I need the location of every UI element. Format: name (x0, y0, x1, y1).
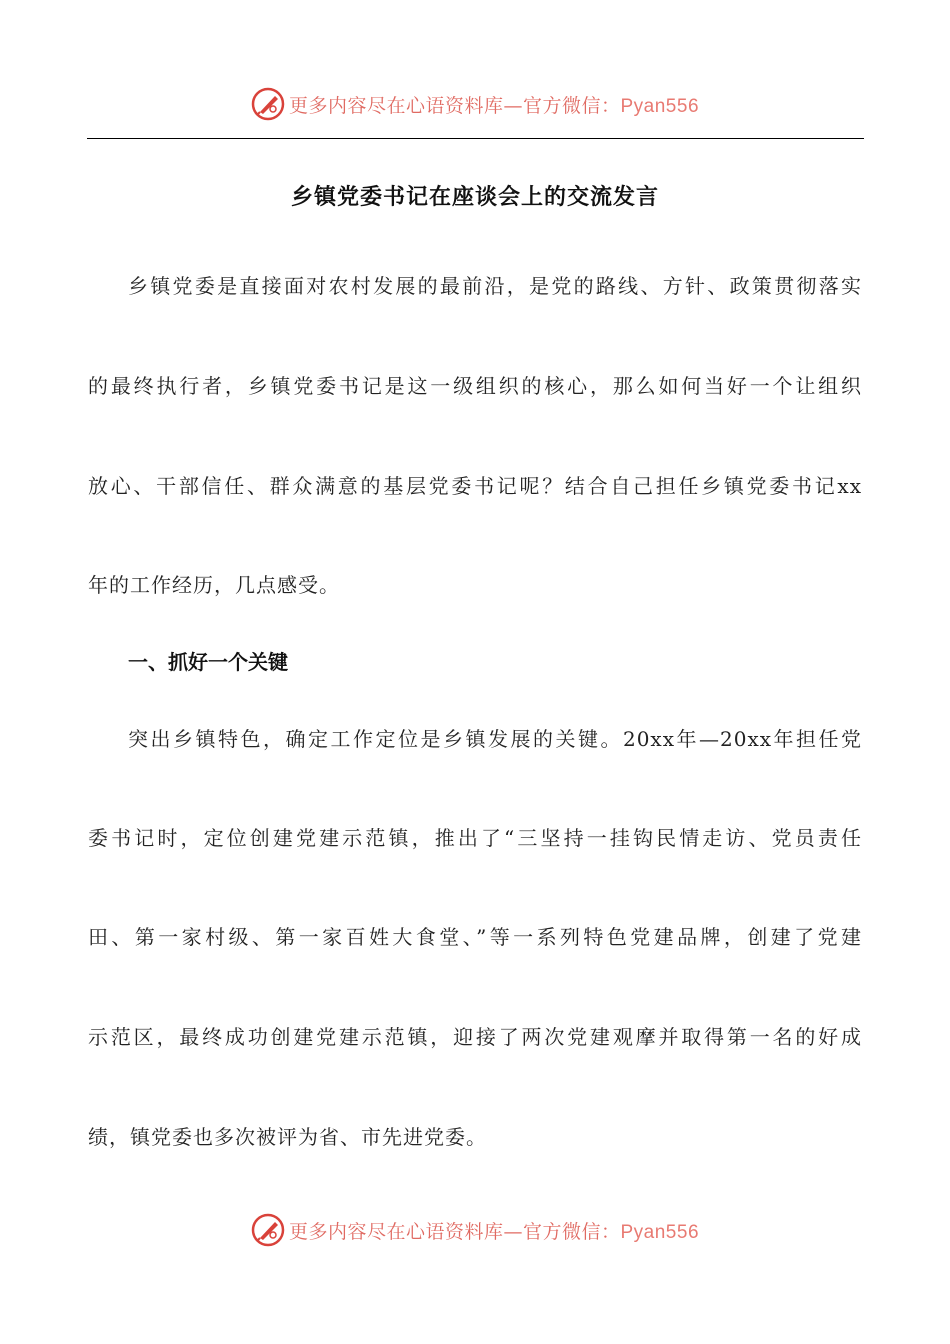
paragraph-line: 示范区，最终成功创建党建示范镇，迎接了两次党建观摩并取得第一名的好成 (88, 1025, 862, 1049)
header-banner-text (289, 91, 699, 118)
header-dash: — (503, 94, 523, 117)
paragraph-line: 委书记时，定位创建党建示范镇，推出了“三坚持一挂钩民情走访、党员责任 (88, 826, 862, 850)
footer-wechat-handle: Pyan556 (620, 1221, 700, 1243)
paragraph-line: 的最终执行者，乡镇党委书记是这一级组织的核心，那么如何当好一个让组织 (88, 374, 862, 398)
paragraph-line: 放心、干部信任、群众满意的基层党委书记呢？结合自己担任乡镇党委书记xx (88, 474, 862, 498)
footer-brand: 更多内容尽在心语资料库 (288, 1220, 504, 1243)
document-title: 乡镇党委书记在座谈会上的交流发言 (290, 184, 659, 210)
quill-logo-icon (251, 87, 285, 121)
paragraph-line: 乡镇党委是直接面对农村发展的最前沿，是党的路线、方针、政策贯彻落实 (128, 274, 862, 298)
header-label: 官方微信： (522, 94, 621, 117)
footer-dash: — (503, 1220, 523, 1243)
paragraph-line: 突出乡镇特色，确定工作定位是乡镇发展的关键。20xx年—20xx年担任党 (128, 727, 862, 751)
header-brand: 更多内容尽在心语资料库 (288, 94, 504, 117)
header-banner (0, 84, 950, 124)
header-divider (87, 138, 864, 139)
quill-logo-icon (251, 1213, 285, 1247)
footer-banner (0, 1210, 950, 1250)
paragraph-line: 绩，镇党委也多次被评为省、市先进党委。 (88, 1125, 487, 1149)
section-heading: 一、抓好一个关键 (128, 650, 288, 674)
paragraph-line: 田、第一家村级、第一家百姓大食堂、”等一系列特色党建品牌，创建了党建 (88, 925, 862, 949)
header-wechat-handle: Pyan556 (620, 95, 700, 117)
footer-banner-text (289, 1217, 699, 1244)
footer-label: 官方微信： (522, 1220, 621, 1243)
paragraph-line: 年的工作经历，几点感受。 (88, 573, 340, 597)
